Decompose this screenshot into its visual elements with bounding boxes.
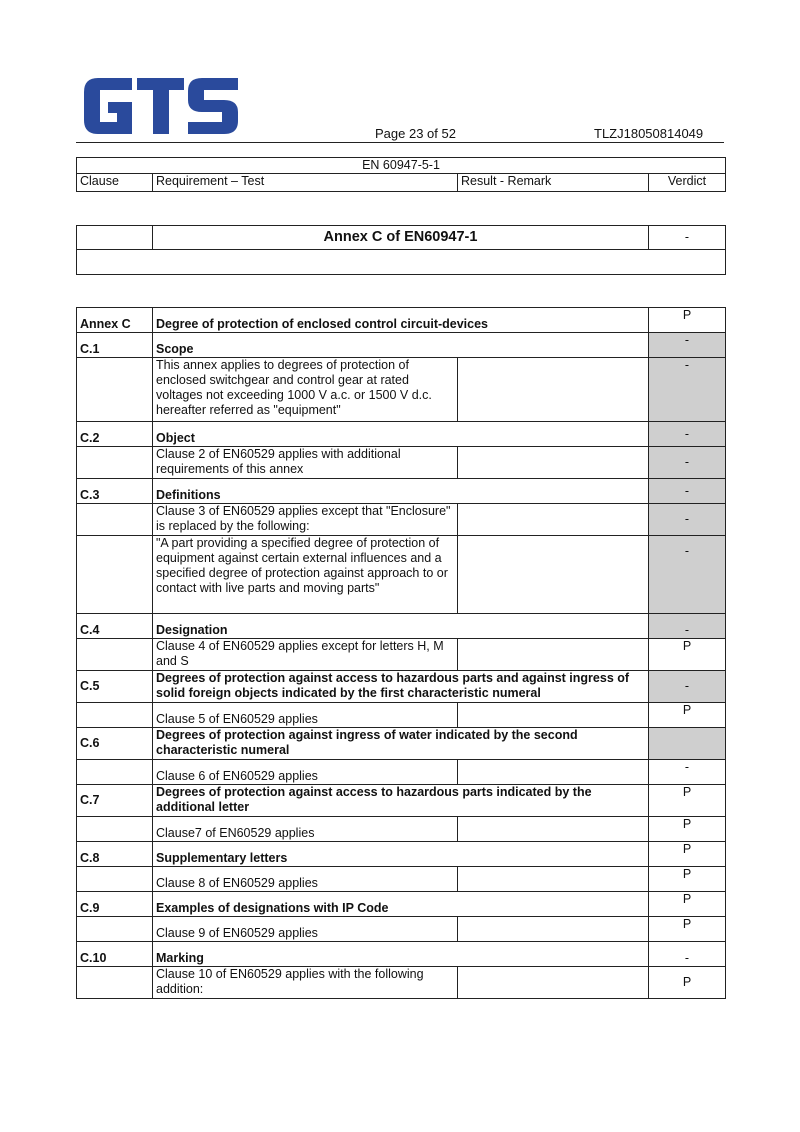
clause-title: Degree of protection of enclosed control circuit-devices — [153, 308, 649, 333]
verdict: - — [649, 333, 726, 358]
verdict: P — [649, 703, 726, 728]
verdict: P — [649, 867, 726, 892]
clause-title: Examples of designations with IP Code — [153, 892, 649, 917]
clause-title: Degrees of protection against access to hazardous parts indicated by the additional letter — [153, 785, 649, 817]
verdict: - — [649, 942, 726, 967]
requirement-text: Clause 2 of EN60529 applies with additional requirements of this annex — [153, 447, 458, 479]
requirement-text: Clause 5 of EN60529 applies — [153, 703, 458, 728]
col-requirement: Requirement – Test — [153, 174, 458, 192]
col-clause: Clause — [77, 174, 153, 192]
verdict: P — [649, 842, 726, 867]
verdict: - — [649, 760, 726, 785]
annex-title-table — [76, 225, 726, 275]
verdict: P — [649, 639, 726, 671]
standard-header-table — [76, 157, 726, 192]
verdict: - — [649, 358, 726, 422]
verdict: - — [649, 479, 726, 504]
clause-title: Degrees of protection against access to hazardous parts and against ingress of solid foreign objects indicated by the first characteristic numeral — [153, 671, 649, 703]
clause-annex-c: Annex C — [77, 308, 153, 333]
clause-title: Object — [153, 422, 649, 447]
verdict: - — [649, 614, 726, 639]
requirement-text: Clause 9 of EN60529 applies — [153, 917, 458, 942]
clause-table — [76, 307, 726, 999]
col-result: Result - Remark — [458, 174, 649, 192]
header-divider — [76, 142, 724, 143]
page-number: Page 23 of 52 — [375, 126, 456, 141]
requirement-text: Clause 3 of EN60529 applies except that "Enclosure" is replaced by the following: — [153, 504, 458, 536]
clause-number: C.9 — [77, 892, 153, 917]
verdict: P — [649, 308, 726, 333]
standard-name: EN 60947-5-1 — [77, 158, 726, 174]
verdict: - — [649, 536, 726, 614]
clause-title: Definitions — [153, 479, 649, 504]
requirement-text: "A part providing a specified degree of protection of equipment against certain external influences and a specified degree of protection against approach to or contact with live parts and moving parts" — [153, 536, 458, 614]
clause-number: C.1 — [77, 333, 153, 358]
clause-title: Marking — [153, 942, 649, 967]
annex-title: Annex C of EN60947-1 — [153, 226, 649, 250]
clause-title: Designation — [153, 614, 649, 639]
clause-number: C.2 — [77, 422, 153, 447]
clause-title: Scope — [153, 333, 649, 358]
clause-number: C.5 — [77, 671, 153, 703]
clause-number: C.7 — [77, 785, 153, 817]
verdict: P — [649, 967, 726, 999]
verdict — [649, 728, 726, 760]
clause-number: C.6 — [77, 728, 153, 760]
clause-title: Supplementary letters — [153, 842, 649, 867]
verdict: P — [649, 817, 726, 842]
verdict: - — [649, 422, 726, 447]
clause-title: Degrees of protection against ingress of water indicated by the second characteristic numeral — [153, 728, 649, 760]
verdict: - — [649, 671, 726, 703]
verdict: P — [649, 917, 726, 942]
requirement-text: This annex applies to degrees of protection of enclosed switchgear and control gear at rated voltages not exceeding 1000 V a.c. or 1500 V d.c. hereafter referred as "equipment" — [153, 358, 458, 422]
col-verdict: Verdict — [649, 174, 726, 192]
requirement-text: Clause 8 of EN60529 applies — [153, 867, 458, 892]
verdict: P — [649, 785, 726, 817]
clause-number: C.3 — [77, 479, 153, 504]
clause-number: C.10 — [77, 942, 153, 967]
report-number: TLZJ18050814049 — [594, 126, 704, 141]
clause-number: C.4 — [77, 614, 153, 639]
verdict: - — [649, 447, 726, 479]
verdict: - — [649, 504, 726, 536]
gts-logo — [84, 78, 238, 134]
requirement-text: Clause7 of EN60529 applies — [153, 817, 458, 842]
requirement-text: Clause 4 of EN60529 applies except for letters H, M and S — [153, 639, 458, 671]
requirement-text: Clause 10 of EN60529 applies with the following addition: — [153, 967, 458, 999]
requirement-text: Clause 6 of EN60529 applies — [153, 760, 458, 785]
verdict: P — [649, 892, 726, 917]
annex-title-verdict: - — [649, 226, 726, 250]
clause-number: C.8 — [77, 842, 153, 867]
